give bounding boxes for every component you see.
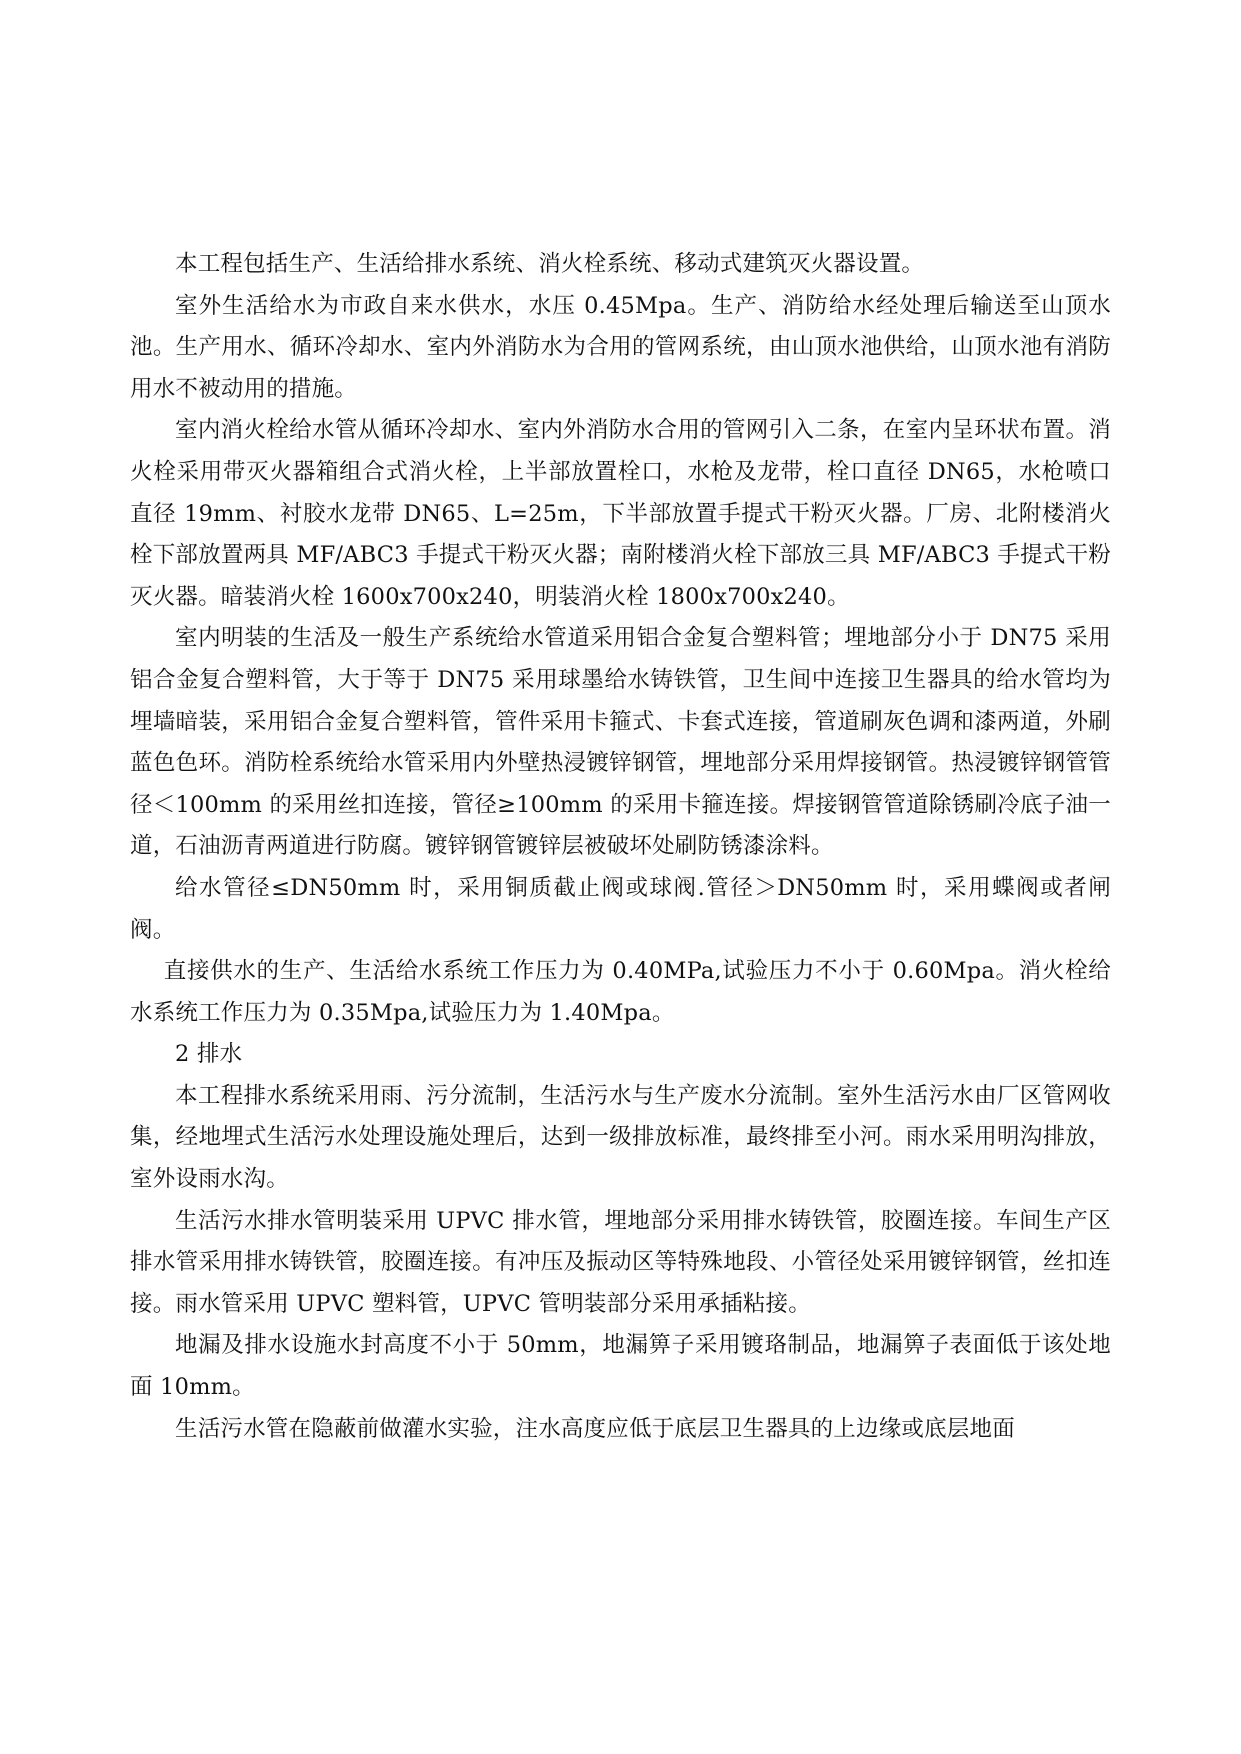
paragraph-indoor-hydrant: 室内消火栓给水管从循环冷却水、室内外消防水合用的管网引入二条，在室内呈环状布置。消火栓采用带灭火器箱组合式消火栓，上半部放置栓口，水枪及龙带，栓口直径 DN65，水枪喷口直径 19mm、衬胶水龙带 DN65、L=25m，下半部放置手提式干粉灭火器。厂房、北附楼消火栓下部放置两具 MF/ABC3 手提式干粉灭火器；南附楼消火栓下部放三具 MF/ABC3 手提式干粉灭火器。暗装消火栓 1600x700x240，明装消火栓 1800x700x240。 <box>130 417 1111 610</box>
paragraph-indoor-pipe-materials: 室内明装的生活及一般生产系统给水管道采用铝合金复合塑料管；埋地部分小于 DN75 采用铝合金复合塑料管，大于等于 DN75 采用球墨给水铸铁管，卫生间中连接卫生器具的给水管均为埋墙暗装，采用铝合金复合塑料管，管件采用卡箍式、卡套式连接，管道刷灰色调和漆两道，外刷蓝色色环。消防栓系统给水管采用内外壁热浸镀锌钢管，埋地部分采用焊接钢管。热浸镀锌钢管管径＜100mm 的采用丝扣连接，管径≥100mm 的采用卡箍连接。焊接钢管管道除锈刷冷底子油一道，石油沥青两道进行防腐。镀锌钢管镀锌层被破坏处刷防锈漆涂料。 <box>130 625 1111 860</box>
paragraph-drainage-pipes: 生活污水排水管明装采用 UPVC 排水管，埋地部分采用排水铸铁管，胶圈连接。车间生产区排水管采用排水铸铁管，胶圈连接。有冲压及振动区等特殊地段、小管径处采用镀锌钢管，丝扣连接。雨水管采用 UPVC 塑料管，UPVC 管明装部分采用承插粘接。 <box>130 1207 1111 1317</box>
paragraph-floor-drain: 地漏及排水设施水封高度不小于 50mm，地漏箅子采用镀珞制品，地漏箅子表面低于该处地面 10mm。 <box>130 1332 1111 1401</box>
document-body <box>130 244 1111 1450</box>
paragraph-drainage-system: 本工程排水系统采用雨、污分流制，生活污水与生产废水分流制。室外生活污水由厂区管网收集，经地埋式生活污水处理设施处理后，达到一级排放标准，最终排至小河。雨水采用明沟排放，室外设雨水沟。 <box>130 1082 1111 1193</box>
paragraph-pressure-test: 直接供水的生产、生活给水系统工作压力为 0.40MPa,试验压力不小于 0.60Mpa。消火栓给水系统工作压力为 0.35Mpa,试验压力为 1.40Mpa。 <box>130 958 1111 1026</box>
paragraph-valves: 给水管径≤DN50mm 时，采用铜质截止阀或球阀.管径＞DN50mm 时，采用蝶阀或者闸阀。 <box>130 874 1111 943</box>
paragraph-outdoor-water-supply: 室外生活给水为市政自来水供水，水压 0.45Mpa。生产、消防给水经处理后输送至山顶水池。生产用水、循环冷却水、室内外消防水为合用的管网系统，由山顶水池供给，山顶水池有消防用水不被动用的措施。 <box>130 292 1111 402</box>
paragraph-scope: 本工程包括生产、生活给排水系统、消火栓系统、移动式建筑灭火器设置。 <box>175 251 925 277</box>
paragraph-water-fill-test: 生活污水管在隐蔽前做灌水实验，注水高度应低于底层卫生器具的上边缘或底层地面 <box>175 1415 1015 1442</box>
section-heading-drainage: 2 排水 <box>175 1041 243 1068</box>
